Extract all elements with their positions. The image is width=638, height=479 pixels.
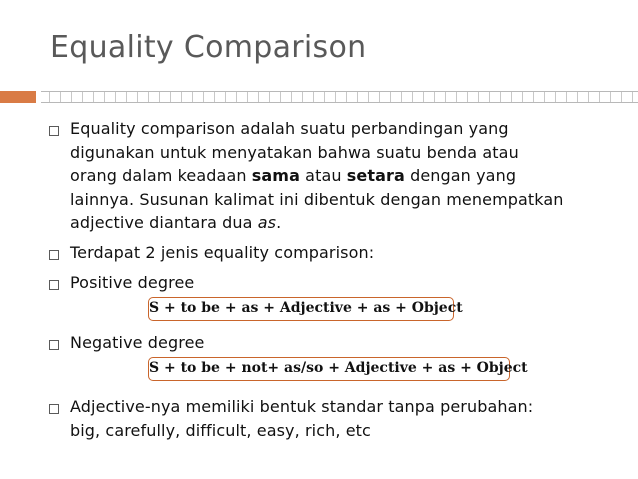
text-line: [70, 395, 533, 419]
square-bullet-icon: [49, 126, 59, 136]
text-line: [70, 211, 564, 235]
slide-title: Equality Comparison: [50, 30, 367, 65]
positive-degree-formula-box: S + to be + as + Adjective + as + Object: [148, 297, 454, 321]
square-bullet-icon: [49, 280, 59, 290]
text-span: adjective diantara dua: [70, 213, 258, 232]
bullet-item-adjective-form: [70, 395, 533, 442]
bullet-item-negative-degree: Negative degree: [70, 333, 205, 352]
square-bullet-icon: [49, 250, 59, 260]
bullet-item-positive-degree: Positive degree: [70, 273, 195, 292]
text-span: big, carefully, difficult, easy, rich, etc: [70, 420, 371, 440]
text-span: digunakan untuk menyatakan bahwa suatu benda atau: [70, 142, 519, 162]
text-line: [70, 419, 533, 443]
text-line: [70, 164, 564, 188]
text-line: [70, 117, 564, 141]
text-span: Equality comparison adalah suatu perbandingan yang: [70, 119, 509, 138]
text-span: .: [276, 213, 282, 232]
bold-term-setara: setara: [346, 166, 405, 185]
negative-degree-formula-box: S + to be + not+ as/so + Adjective + as + Object: [148, 357, 510, 381]
accent-bar: [0, 91, 36, 103]
bullet-item-types: Terdapat 2 jenis equality comparison:: [70, 243, 375, 262]
text-line: [70, 188, 564, 212]
square-bullet-icon: [49, 340, 59, 350]
bullet-item-definition: [70, 117, 564, 235]
text-span: lainnya. Susunan kalimat ini dibentuk dengan menempatkan: [70, 189, 564, 209]
text-span: atau: [299, 166, 347, 185]
italic-term-as: as: [257, 213, 277, 232]
decorative-grid-bar: [41, 91, 638, 103]
text-span: orang dalam keadaan: [70, 166, 252, 185]
square-bullet-icon: [49, 404, 59, 414]
text-line: [70, 141, 564, 165]
text-span: dengan yang: [404, 166, 517, 185]
text-span: Adjective-nya memiliki bentuk standar tanpa perubahan:: [70, 397, 534, 416]
bold-term-sama: sama: [251, 166, 300, 185]
